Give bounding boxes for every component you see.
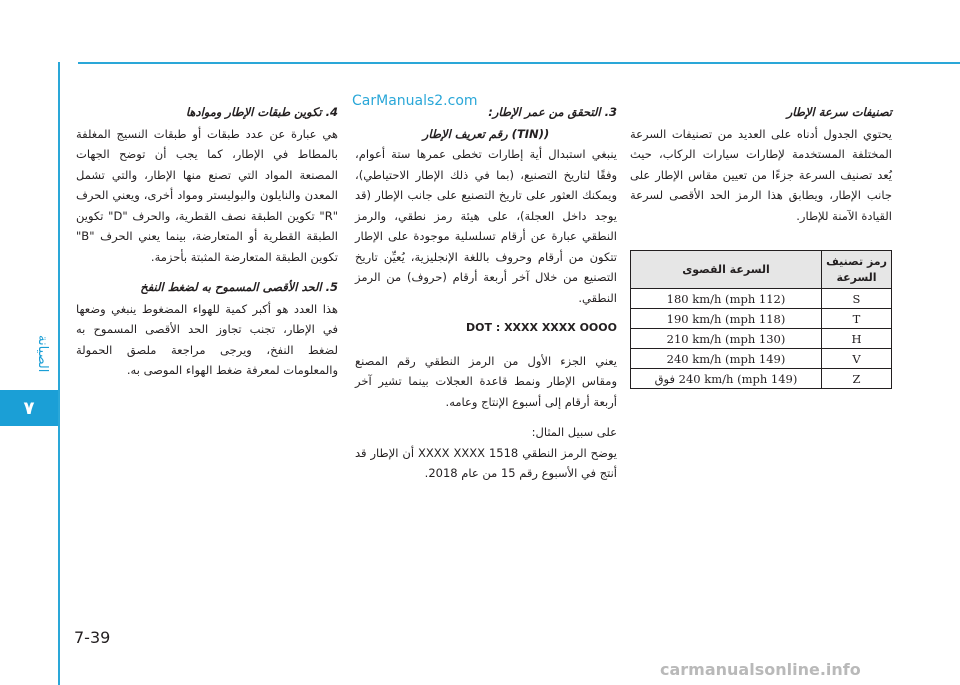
max-speed-cell: (149 mph) 240 km/h <box>631 349 822 369</box>
watermark-bottom: carmanualsonline.info <box>660 660 861 679</box>
tire-age-heading: 3. التحقق من عمر الإطار: <box>488 105 617 119</box>
speed-code-cell: V <box>822 349 892 369</box>
side-rule <box>58 62 60 685</box>
max-pressure-paragraph: هذا العدد هو أكبر كمية للهواء المضغوط ينبغي وضعها في الإطار، تجنب تجاوز الحد الأقصى المسموح به لضغط النفخ، ويرجى مراجعة ملصق الحمولة والمعلومات لمعرفة ضغط الهواء الموصى به. <box>76 301 338 377</box>
max-speed-cell: (112 mph) 180 km/h <box>631 289 822 309</box>
right-column <box>630 102 892 236</box>
speed-code-cell: H <box>822 329 892 349</box>
speed-code-cell: S <box>822 289 892 309</box>
page-number: 7-39 <box>74 628 111 647</box>
table-row <box>631 349 892 369</box>
ply-composition-heading: 4. تكوين طبقات الإطار وموادها <box>185 105 338 119</box>
example-paragraph: يوضح الرمز النطقي 1518 XXXX XXXX أن الإطار قد أنتج في الأسبوع رقم 15 من عام 2018. <box>355 445 618 480</box>
watermark-top: CarManuals2.com <box>352 93 478 109</box>
tire-speed-paragraph: يحتوي الجدول أدناه على العديد من تصنيفات السرعة المختلفة المستخدمة لإطارات سيارات الركاب، حيث يُعد تصنيف السرعة جزءًا من تعيين مقاس الإطار على جانب الإطار، ويطابق هذا الرمز الحد الأقصى لسرعة القيادة الآمنة للإطار. <box>630 126 892 223</box>
max-speed-cell: (149 mph) 240 km/h فوق <box>631 369 822 389</box>
code-explanation-paragraph: يعني الجزء الأول من الرمز النطقي رقم المصنع ومقاس الإطار ونمط قاعدة العجلات بينما تشير آخر أربعة أرقام إلى أسبوع الإنتاج وعامه. <box>355 353 617 409</box>
tire-speed-heading: تصنيفات سرعة الإطار <box>786 105 892 119</box>
max-speed-cell: (130 mph) 210 km/h <box>631 329 822 349</box>
table-header-row <box>631 251 892 289</box>
table-row <box>631 289 892 309</box>
example-label: على سبيل المثال: <box>531 425 617 439</box>
left-column <box>76 102 338 391</box>
header-max-speed: السرعة القصوى <box>631 251 822 289</box>
tin-subheading: ((TIN) رقم تعريف الإطار <box>422 126 550 141</box>
speed-code-cell: Z <box>822 369 892 389</box>
chapter-tab: ٧ <box>0 390 58 426</box>
header-speed-code: رمز تصنيف السرعة <box>822 251 892 289</box>
ply-composition-paragraph: هي عبارة عن عدد طبقات أو طبقات النسيج المغلفة بالمطاط في الإطار، كما يجب أن توضح الجهات المصنعة المواد التي تصنع منها الإطار، والتي تشمل المعدن والنايلون والبوليستر ومواد أخرى، ويعني الحرف "R" تكوين الطبقة نصف القطرية، والحرف "D" تكوين الطبقة القطرية أو المتعارضة، بينما يعني الحرف "B" تكوين الطبقة المتعارضة المثبتة بأحزمة. <box>76 126 338 264</box>
table-row <box>631 309 892 329</box>
max-speed-cell: (118 mph) 190 km/h <box>631 309 822 329</box>
speed-rating-table <box>630 250 892 389</box>
top-rule <box>78 62 960 64</box>
dot-code: DOT : XXXX XXXX OOOO <box>466 321 617 334</box>
section-label: الصيانة <box>35 335 50 373</box>
speed-code-cell: T <box>822 309 892 329</box>
table-row <box>631 329 892 349</box>
table-row <box>631 369 892 389</box>
middle-column <box>355 102 617 494</box>
tire-age-paragraph: ينبغي استبدال أية إطارات تخطى عمرها ستة أعوام، وفقًا لتاريخ التصنيع، (بما في ذلك الإطار الاحتياطي)، ويمكنك العثور على تاريخ التصنيع على جانب الإطار (قد يوجد داخل العجلة)، على هيئة رمز نطقي، والرمز النطقي عبارة عن أرقام تسلسلية موجودة على الإطار تتكون من أرقام وحروف باللغة الإنجليزية، يُعيِّن تاريخ التصنيع من خلال آخر أربعة أرقام (حروف) من الرمز النطقي. <box>355 147 617 305</box>
max-pressure-heading: 5. الحد الأقصى المسموح به لضغط النفخ <box>140 280 338 294</box>
